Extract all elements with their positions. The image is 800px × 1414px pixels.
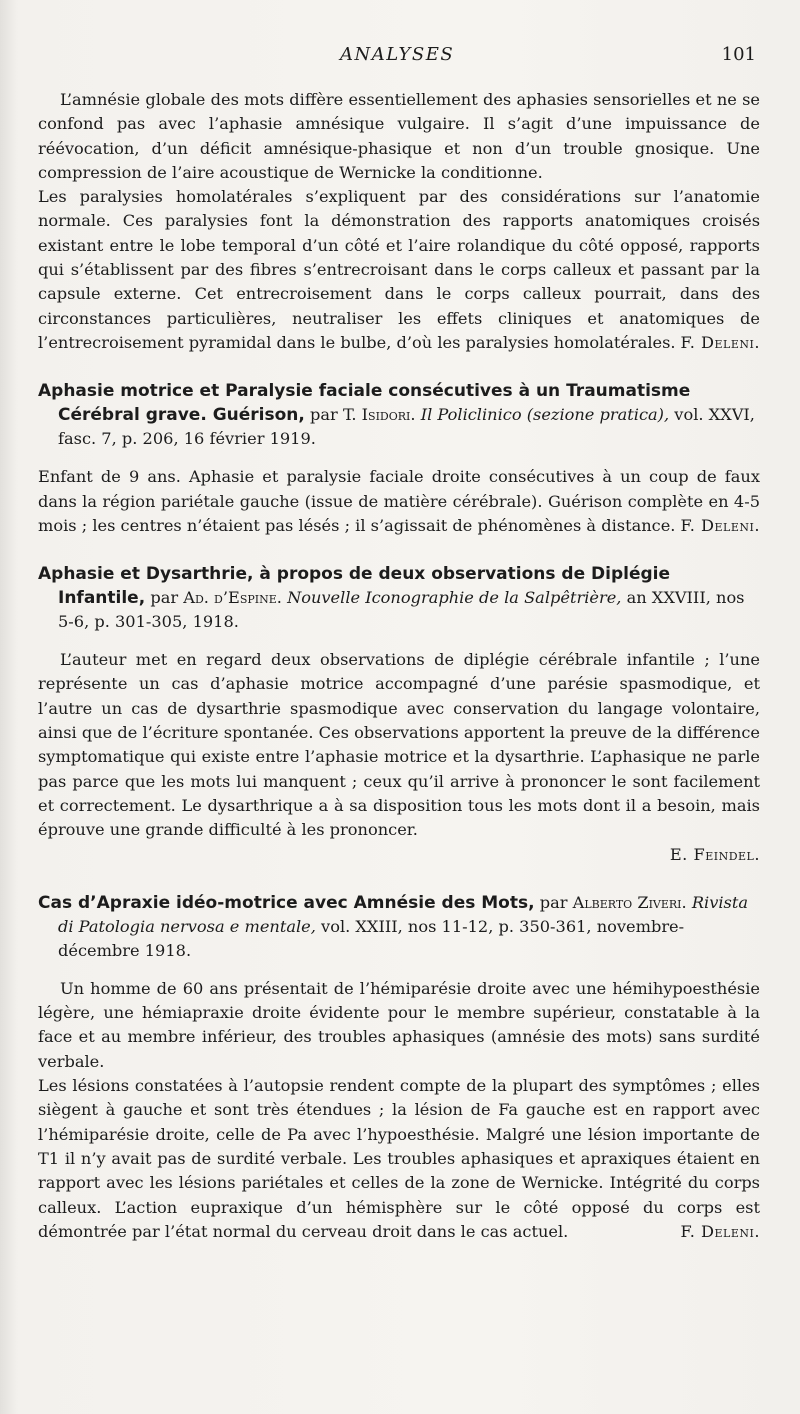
article-2-signature: E. Feindel. (669, 844, 760, 864)
article-3-paragraph-1: Un homme de 60 ans présentait de l’hémiparésie droite avec une hémihypoesthésie légère, une hémiapraxie droite évidente pour le membre supérieur, constatable à la face et au membre inférieur, des troubles aphasiques (amnésie des mots) sans surdité verbale. (38, 978, 760, 1071)
intro-paragraph-2-block (38, 185, 760, 355)
article-3-signature: F. Deleni. (680, 1221, 760, 1241)
intro-signature: F. Deleni. (680, 332, 760, 352)
article-3-paragraph-2: Les lésions constatées à l’autopsie rendent compte de la plupart des symptômes ; elles siègent à gauche et sont très étendues ; la lésion de Fa gauche est en rapport avec l’hémiparésie droite, celle de Pa avec l’hypoesthésie. Malgré une lésion importante de T1 il n’y avait pas de surdité verbale. Les troubles aphasiques et apraxiques étaient en rapport avec les lésions pariétales et celles de la zone de Wernicke. Intégrité du corps calleux. L’action eupraxique d’un hémisphère sur le côté opposé du corps est démontrée par l’état normal du cerveau droit dans le cas actuel. (38, 1076, 760, 1241)
article-1-body (38, 465, 760, 538)
page-header (0, 44, 800, 74)
article-3-author: Alberto Ziveri. (572, 892, 687, 912)
article-1-citation: vol. XXVI, fasc. 7, p. 206, 16 février 1919. (58, 405, 755, 449)
article-3-body-2 (38, 1074, 760, 1244)
article-3-title: Cas d’Apraxie idéo-motrice avec Amnésie des Mots, (38, 892, 535, 913)
intro-paragraph-1: L’amnésie globale des mots diffère essentiellement des aphasies sensorielles et ne se confond pas avec l’aphasie amnésique vulgaire. Il s’agit d’une impuissance de réévocation, d’un déficit amnésique-phasique et non d’un trouble gnosique. Une compression de l’aire acoustique de Wernicke la conditionne. (38, 90, 760, 182)
article-2-paragraph-1: L’auteur met en regard deux observations de diplégie cérébrale infantile ; l’une représente un cas d’aphasie motrice accompagné d’une parésie spasmodique, et l’autre un cas de dysarthrie spasmodique avec conservation du langage volontaire, ainsi que de l’écriture spontanée. Ces observations apportent la preuve de la différence symptomatique qui existe entre l’aphasie motrice et la dysarthrie. L’aphasique ne parle pas parce que les mots lui manquent ; ceux qu’il arrive à prononcer le sont facilement et correctement. Le dysarthrique a à sa disposition tous les mots dont il a besoin, mais éprouve une grande difficulté à les prononcer. (38, 650, 760, 840)
article-2-title: Aphasie et Dysarthrie, à propos de deux observations de Diplégie Infantile, (38, 564, 671, 609)
article-3-journal: Rivista di Patologia nervosa e mentale, (58, 892, 748, 936)
article-1-heading (38, 379, 760, 451)
article-1-paragraph-1: Enfant de 9 ans. Aphasie et paralysie faciale droite consécutives à un coup de faux dans la région pariétale gauche (issue de matière cérébrale). Guérison complète en 4-5 mois ; les centres n’étaient pas lésés ; il s’agissait de phénomènes à distance. (38, 467, 760, 535)
article-3-heading (38, 891, 760, 963)
running-title: ANALYSES (340, 44, 455, 65)
article-3-by: par (539, 892, 568, 912)
article-2-journal: Nouvelle Iconographie de la Salpêtrière, (287, 588, 622, 608)
article-2-heading (38, 562, 760, 634)
article-3-citation: vol. XXIII, nos 11-12, p. 350-361, novembre-décembre 1918. (58, 916, 685, 960)
article-1-author: T. Isidori. (342, 405, 416, 425)
article-2-citation: an XXVIII, nos 5-6, p. 301-305, 1918. (58, 588, 745, 632)
article-2-by: par (150, 588, 179, 608)
article-1-title: Aphasie motrice et Paralysie faciale consécutives à un Traumatisme Cérébral grave. Guérison, (38, 381, 691, 426)
article-1-journal: Il Policlinico (sezione pratica), (420, 405, 670, 425)
article-2-author: Ad. d’Espine. (183, 588, 282, 608)
article-1-by: par (310, 405, 338, 425)
article-1-signature: F. Deleni. (680, 515, 760, 535)
page-body (38, 88, 760, 1244)
page-number: 101 (721, 44, 756, 65)
intro-paragraph-2: Les paralysies homolatérales s’expliquent par des considérations sur l’anatomie normale. Ces paralysies font la démonstration des rapports anatomiques croisés existant entre le lobe temporal d’un côté et l’aire rolandique du côté opposé, rapports qui s’établissent par des fibres s’entrecroisant dans le corps calleux et passant par la capsule externe. Cet entrecroisement dans le corps calleux pourrait, dans des circonstances particulières, neutraliser les effets cliniques et anatomiques de l’entrecroisement pyramidal dans le bulbe, d’où les paralysies homolatérales. (38, 187, 760, 352)
